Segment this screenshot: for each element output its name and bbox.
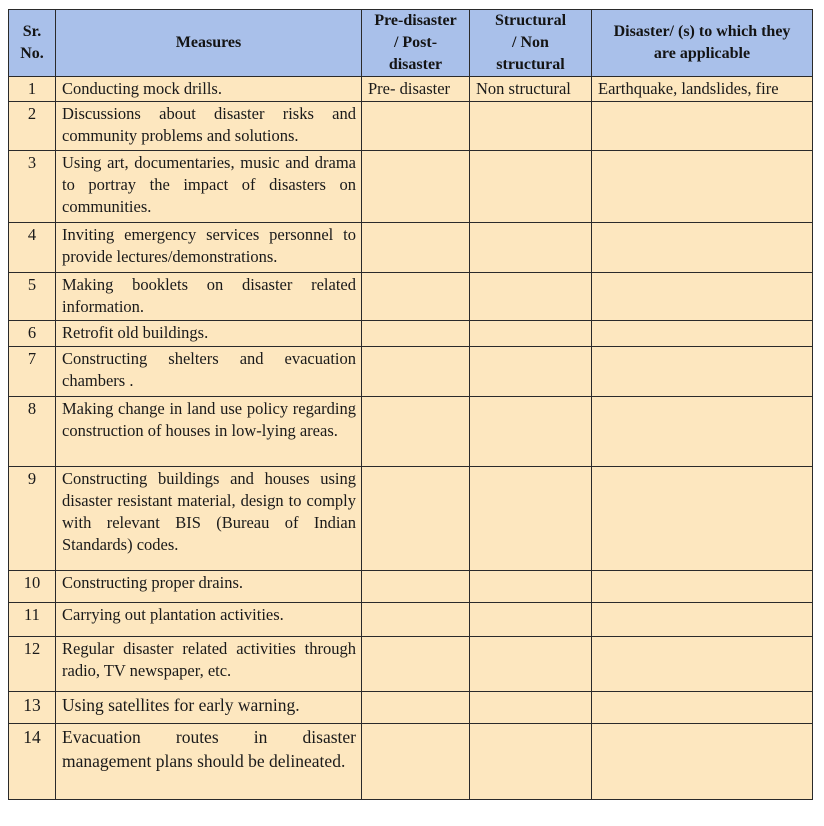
header-measures: Measures bbox=[56, 10, 362, 77]
row-number: 3 bbox=[9, 151, 56, 223]
row-number: 8 bbox=[9, 397, 56, 467]
type-cell bbox=[470, 637, 592, 692]
phase-cell bbox=[362, 223, 470, 273]
measure-cell: Evacuation routes in disaster management plans should be delineated. bbox=[56, 724, 362, 800]
measure-cell: Retrofit old buildings. bbox=[56, 321, 362, 347]
type-cell bbox=[470, 223, 592, 273]
disasters-cell bbox=[592, 724, 813, 800]
phase-cell bbox=[362, 724, 470, 800]
table-row bbox=[9, 273, 813, 321]
type-cell bbox=[470, 603, 592, 637]
measure-cell: Using art, documentaries, music and drama to portray the impact of disasters on communities. bbox=[56, 151, 362, 223]
type-cell bbox=[470, 724, 592, 800]
table-row bbox=[9, 637, 813, 692]
table-row bbox=[9, 692, 813, 724]
disasters-cell bbox=[592, 603, 813, 637]
disasters-cell bbox=[592, 223, 813, 273]
measure-cell: Constructing buildings and houses using disaster resistant material, design to comply with relevant BIS (Bureau of Indian Standards) codes. bbox=[56, 467, 362, 571]
table-row bbox=[9, 603, 813, 637]
type-cell bbox=[470, 321, 592, 347]
disaster-measures-table bbox=[8, 9, 813, 800]
row-number: 9 bbox=[9, 467, 56, 571]
row-number: 4 bbox=[9, 223, 56, 273]
measure-cell: Making change in land use policy regarding construction of houses in low-lying areas. bbox=[56, 397, 362, 467]
phase-cell bbox=[362, 603, 470, 637]
table-row bbox=[9, 467, 813, 571]
measure-cell: Making booklets on disaster related information. bbox=[56, 273, 362, 321]
phase-cell bbox=[362, 637, 470, 692]
measure-cell: Constructing shelters and evacuation chambers . bbox=[56, 347, 362, 397]
table-body bbox=[9, 77, 813, 800]
table-row bbox=[9, 724, 813, 800]
phase-cell bbox=[362, 273, 470, 321]
header-row bbox=[9, 10, 813, 77]
disasters-cell: Earthquake, landslides, fire bbox=[592, 77, 813, 102]
measure-cell: Regular disaster related activities through radio, TV newspaper, etc. bbox=[56, 637, 362, 692]
header-structural: Structural / Non structural bbox=[470, 10, 592, 77]
row-number: 5 bbox=[9, 273, 56, 321]
measure-cell: Inviting emergency services personnel to provide lectures/demonstrations. bbox=[56, 223, 362, 273]
table-row bbox=[9, 77, 813, 102]
disasters-cell bbox=[592, 321, 813, 347]
row-number: 6 bbox=[9, 321, 56, 347]
phase-cell bbox=[362, 151, 470, 223]
table-row bbox=[9, 397, 813, 467]
row-number: 2 bbox=[9, 102, 56, 151]
header-phase: Pre-disaster / Post- disaster bbox=[362, 10, 470, 77]
header-sr-no: Sr. No. bbox=[9, 10, 56, 77]
measure-cell: Discussions about disaster risks and community problems and solutions. bbox=[56, 102, 362, 151]
phase-cell bbox=[362, 397, 470, 467]
type-cell bbox=[470, 347, 592, 397]
header-disasters: Disaster/ (s) to which they are applicable bbox=[592, 10, 813, 77]
table-row bbox=[9, 321, 813, 347]
row-number: 1 bbox=[9, 77, 56, 102]
disasters-cell bbox=[592, 347, 813, 397]
disasters-cell bbox=[592, 397, 813, 467]
table-row bbox=[9, 223, 813, 273]
type-cell bbox=[470, 151, 592, 223]
measure-cell: Carrying out plantation activities. bbox=[56, 603, 362, 637]
disasters-cell bbox=[592, 102, 813, 151]
phase-cell bbox=[362, 321, 470, 347]
disasters-cell bbox=[592, 637, 813, 692]
type-cell bbox=[470, 273, 592, 321]
row-number: 7 bbox=[9, 347, 56, 397]
phase-cell bbox=[362, 102, 470, 151]
measures-table-container bbox=[8, 9, 812, 800]
phase-cell bbox=[362, 347, 470, 397]
type-cell bbox=[470, 102, 592, 151]
disasters-cell bbox=[592, 151, 813, 223]
table-row bbox=[9, 151, 813, 223]
row-number: 11 bbox=[9, 603, 56, 637]
phase-cell: Pre- disaster bbox=[362, 77, 470, 102]
disasters-cell bbox=[592, 571, 813, 603]
phase-cell bbox=[362, 571, 470, 603]
phase-cell bbox=[362, 467, 470, 571]
measure-cell: Conducting mock drills. bbox=[56, 77, 362, 102]
measure-cell: Using satellites for early warning. bbox=[56, 692, 362, 724]
row-number: 14 bbox=[9, 724, 56, 800]
type-cell: Non structural bbox=[470, 77, 592, 102]
type-cell bbox=[470, 692, 592, 724]
type-cell bbox=[470, 467, 592, 571]
table-row bbox=[9, 571, 813, 603]
disasters-cell bbox=[592, 467, 813, 571]
table-row bbox=[9, 102, 813, 151]
disasters-cell bbox=[592, 273, 813, 321]
table-row bbox=[9, 347, 813, 397]
disasters-cell bbox=[592, 692, 813, 724]
row-number: 10 bbox=[9, 571, 56, 603]
type-cell bbox=[470, 397, 592, 467]
phase-cell bbox=[362, 692, 470, 724]
row-number: 12 bbox=[9, 637, 56, 692]
row-number: 13 bbox=[9, 692, 56, 724]
type-cell bbox=[470, 571, 592, 603]
measure-cell: Constructing proper drains. bbox=[56, 571, 362, 603]
